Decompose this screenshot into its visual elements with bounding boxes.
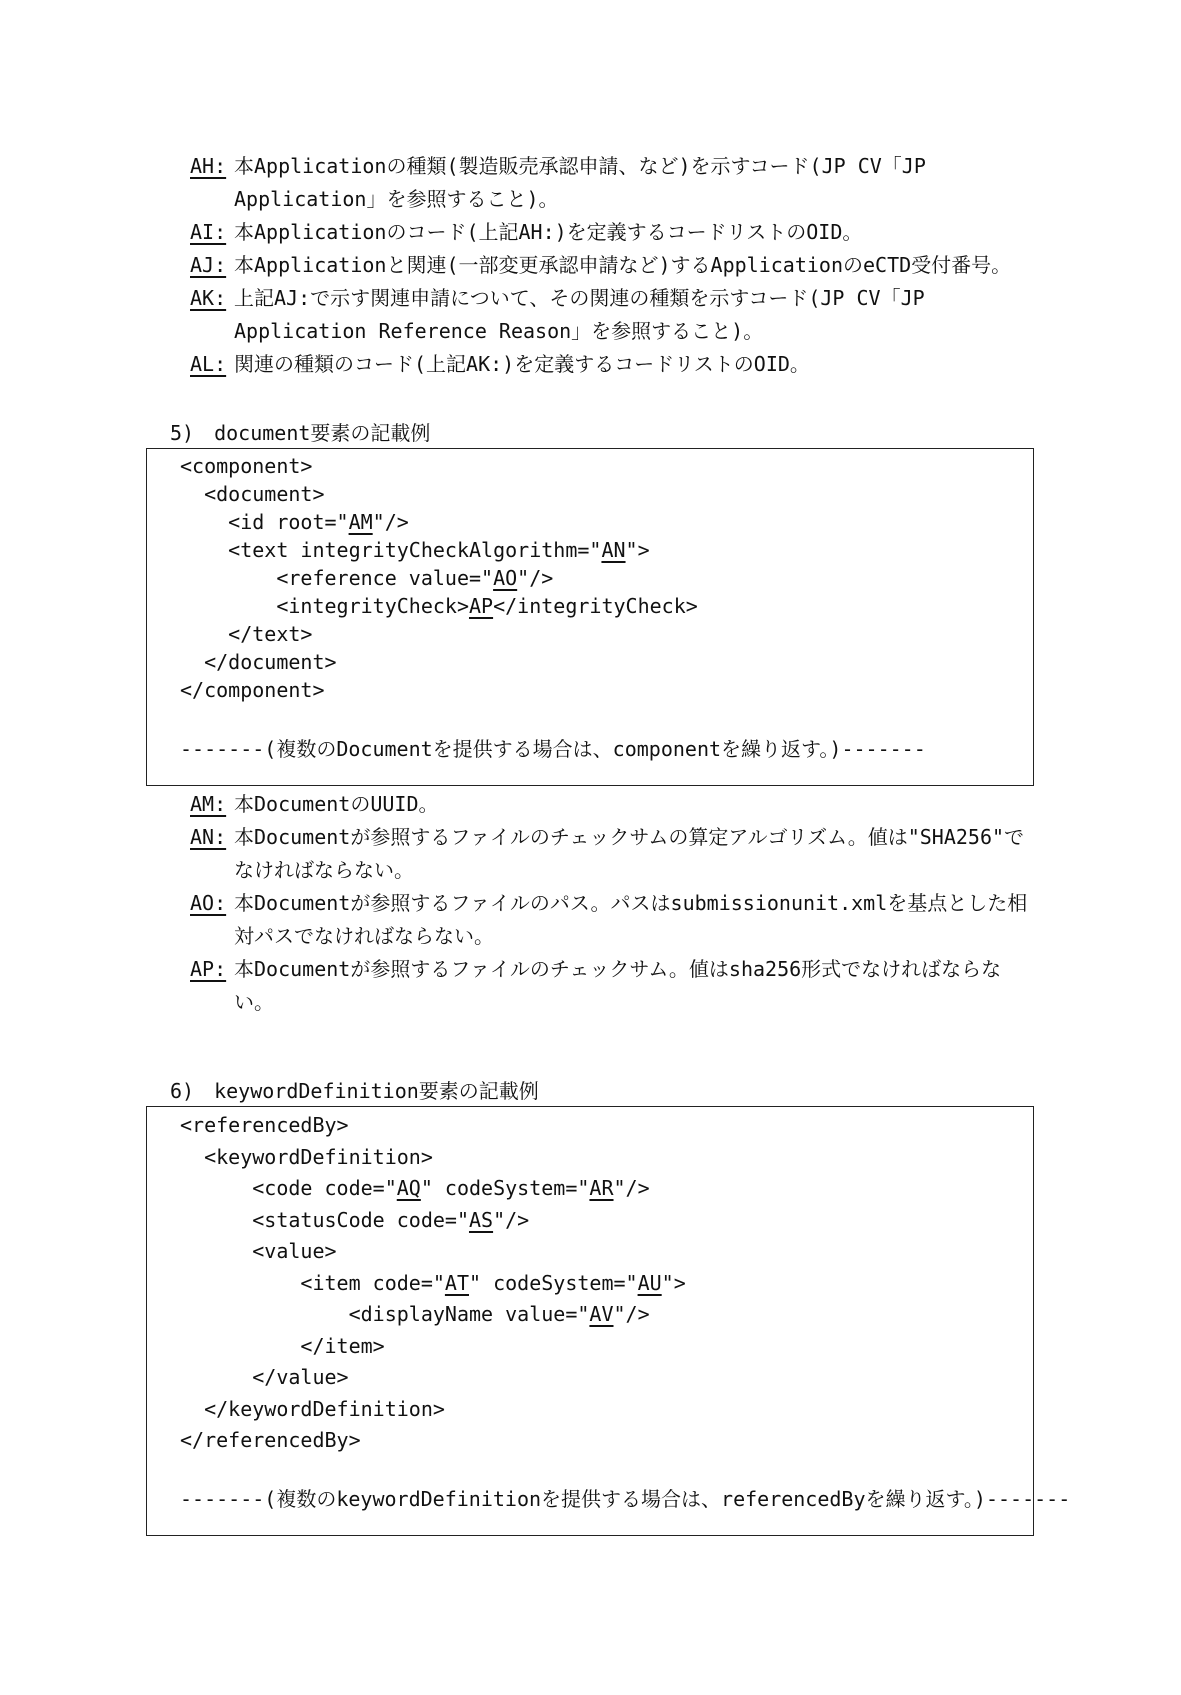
code-line	[180, 1142, 686, 1174]
placeholder-key: AM	[348, 510, 373, 534]
code-text: "/>	[613, 1176, 650, 1200]
definition-key	[190, 150, 234, 216]
definition-item	[190, 953, 1030, 1019]
section-5-repeat-note: -------(複数のDocumentを提供する場合は、componentを繰り返す。)-------	[180, 737, 926, 761]
code-text: <referencedBy>	[180, 1113, 349, 1137]
definition-item	[190, 216, 1030, 249]
code-text: " codeSystem="	[469, 1270, 638, 1295]
code-text: </component>	[180, 678, 325, 702]
code-text: </keywordDefinition>	[180, 1396, 445, 1421]
definition-key	[190, 953, 234, 1019]
definition-key	[190, 249, 234, 282]
section-6-repeat-note: -------(複数のkeywordDefinitionを提供する場合は、referencedByを繰り返す。)-------	[180, 1487, 1071, 1511]
definition-text: 本DocumentのUUID。	[234, 792, 439, 816]
definition-item	[190, 249, 1030, 282]
code-text: <id root="	[180, 510, 349, 534]
placeholder-key: AQ	[396, 1176, 421, 1200]
placeholder-key: AT	[444, 1270, 469, 1295]
definition-key	[190, 282, 234, 348]
definition-text: 上記AJ:で示す関連申請について、その関連の種類を示すコード(JP CV「JP Application Reference Reason」を参照すること)。	[234, 286, 925, 343]
code-text: <value>	[180, 1239, 337, 1263]
code-line	[180, 1268, 686, 1300]
code-text: <keywordDefinition>	[180, 1144, 433, 1169]
placeholder-key: AV	[589, 1302, 614, 1326]
code-line	[180, 1299, 686, 1331]
definition-key-text: AO:	[190, 891, 227, 915]
definition-text: 本Documentが参照するファイルのパス。パスはsubmissionunit.xmlを基点とした相対パスでなければならない。	[234, 891, 1028, 948]
definition-key-text: AI:	[190, 220, 227, 244]
definition-item	[190, 282, 1030, 348]
code-line	[180, 536, 698, 564]
definition-item	[190, 887, 1030, 953]
code-line	[180, 1394, 686, 1426]
code-text: <integrityCheck>	[180, 594, 469, 618]
code-line	[180, 564, 698, 592]
placeholder-key: AS	[468, 1207, 494, 1232]
code-text: </value>	[180, 1365, 349, 1389]
code-line	[180, 508, 698, 536]
code-text: </referencedBy>	[180, 1428, 361, 1452]
section-6-title: 6) keywordDefinition要素の記載例	[170, 1079, 539, 1103]
code-text: "/>	[517, 566, 554, 590]
definition-key	[190, 348, 234, 381]
code-text: </text>	[180, 622, 313, 646]
definitions-am-ap	[190, 788, 1030, 1019]
code-line	[180, 676, 698, 704]
placeholder-key: AU	[637, 1270, 662, 1295]
placeholder-key: AN	[601, 538, 626, 562]
code-line	[180, 1236, 686, 1268]
code-text: <text integrityCheckAlgorithm="	[180, 538, 602, 562]
code-text: " codeSystem="	[420, 1176, 590, 1200]
code-line	[180, 1173, 686, 1205]
section-5-title: 5) document要素の記載例	[170, 421, 431, 445]
section-5-code	[180, 452, 698, 704]
code-line	[180, 592, 698, 620]
code-text: </document>	[180, 650, 337, 674]
definition-key	[190, 887, 234, 953]
placeholder-key: AP	[468, 594, 494, 618]
code-line	[180, 1110, 686, 1142]
code-line	[180, 1362, 686, 1394]
code-text: <item code="	[180, 1270, 445, 1295]
placeholder-key: AR	[589, 1176, 614, 1200]
code-line	[180, 648, 698, 676]
code-line	[180, 1331, 686, 1363]
code-line	[180, 1205, 686, 1237]
definition-text: 本Applicationの種類(製造販売承認申請、など)を示すコード(JP CV「JP Application」を参照すること)。	[234, 154, 926, 211]
code-text: <reference value="	[180, 566, 494, 590]
definitions-ah-al	[190, 150, 1030, 381]
definition-key-text: AN:	[190, 825, 227, 849]
definition-key	[190, 788, 234, 821]
code-text: </item>	[180, 1333, 385, 1358]
definition-key-text: AH:	[190, 154, 227, 178]
definition-key-text: AK:	[190, 286, 227, 310]
definition-key-text: AL:	[190, 352, 227, 376]
definition-text: 本Documentが参照するファイルのチェックサムの算定アルゴリズム。値は"SHA256"でなければならない。	[234, 825, 1025, 882]
definition-item	[190, 788, 1030, 821]
code-text: "/>	[493, 1207, 530, 1232]
code-line	[180, 480, 698, 508]
code-text: <code code="	[180, 1176, 397, 1200]
code-text: <displayName value="	[180, 1302, 590, 1326]
definition-key	[190, 821, 234, 887]
definition-text: 本Applicationと関連(一部変更承認申請など)するApplicationのeCTD受付番号。	[234, 253, 1012, 277]
code-line	[180, 620, 698, 648]
definition-key-text: AM:	[190, 792, 227, 816]
definition-text: 関連の種類のコード(上記AK:)を定義するコードリストのOID。	[234, 352, 810, 376]
placeholder-key: AO	[493, 566, 518, 590]
code-line	[180, 1425, 686, 1457]
code-text: "/>	[613, 1302, 650, 1326]
definition-item	[190, 150, 1030, 216]
definition-item	[190, 821, 1030, 887]
definition-text: 本Documentが参照するファイルのチェックサム。値はsha256形式でなければならない。	[234, 957, 1002, 1014]
code-text: </integrityCheck>	[493, 594, 698, 618]
code-text: "/>	[372, 510, 409, 534]
code-text: <statusCode code="	[180, 1207, 469, 1232]
definition-key-text: AJ:	[190, 253, 227, 277]
definition-key	[190, 216, 234, 249]
code-line	[180, 452, 698, 480]
definition-item	[190, 348, 1030, 381]
code-text: ">	[625, 538, 650, 562]
definition-text: 本Applicationのコード(上記AH:)を定義するコードリストのOID。	[234, 220, 863, 244]
code-text: <component>	[180, 454, 313, 478]
definition-key-text: AP:	[190, 957, 227, 981]
section-6-code	[180, 1110, 686, 1457]
code-text: <document>	[180, 482, 325, 506]
code-text: ">	[661, 1270, 686, 1295]
